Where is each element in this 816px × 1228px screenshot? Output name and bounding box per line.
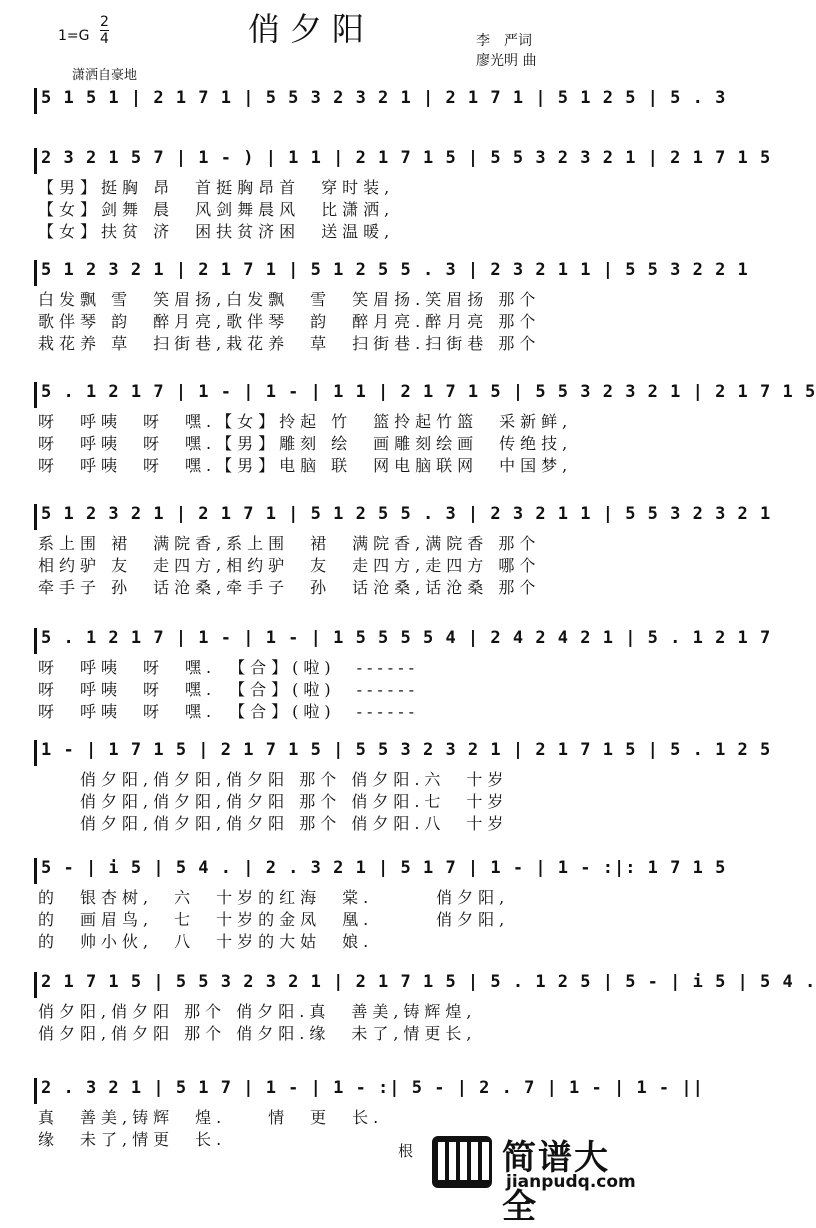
lyric-line: 缘 未了,情更 长. — [38, 1130, 227, 1149]
notation-row — [34, 740, 772, 766]
lyric-line: 歌伴琴 韵 醉月亮,歌伴琴 韵 醉月亮.醉月亮 那个 — [38, 312, 541, 331]
lyric-line: 俏夕阳,俏夕阳,俏夕阳 那个 俏夕阳.七 十岁 — [38, 792, 509, 811]
notation-row — [34, 260, 749, 286]
notation-row — [34, 382, 816, 408]
brand-name: 简谱大全 — [502, 1138, 610, 1227]
notation-text: 5 . 1 2 1 7 | 1 - | 1 - | 1 5 5 5 5 4 | 2 4 2 4 2 1 | 5 . 1 2 1 7 — [41, 628, 772, 648]
notation-text: 2 1 7 1 5 | 5 5 3 2 3 2 1 | 2 1 7 1 5 | 5 . 1 2 5 | 5 - | i 5 | 5 4 . — [41, 972, 816, 992]
lyric-line: 的 画眉鸟, 七 十岁的金凤 凰. 俏夕阳, — [38, 910, 510, 929]
lyric-line: 相约驴 友 走四方,相约驴 友 走四方,走四方 哪个 — [38, 556, 541, 575]
lyric-line: 系上围 裙 满院香,系上围 裙 满院香,满院香 那个 — [38, 534, 541, 553]
key-signature: 1=G — [58, 28, 90, 44]
time-signature — [100, 14, 109, 47]
notation-row — [34, 628, 772, 654]
lyric-line: 俏夕阳,俏夕阳,俏夕阳 那个 俏夕阳.八 十岁 — [38, 814, 509, 833]
lyric-line: 俏夕阳,俏夕阳,俏夕阳 那个 俏夕阳.六 十岁 — [38, 770, 509, 789]
lyric-line: 牵手子 孙 话沧桑,牵手子 孙 话沧桑,话沧桑 那个 — [38, 578, 541, 597]
lyric-line: 【男】挺胸 昂 首挺胸昂首 穿时装, — [38, 178, 395, 197]
lyric-line: 【女】剑舞 晨 风剑舞晨风 比潇洒, — [38, 200, 395, 219]
notation-row — [34, 972, 816, 998]
lyric-line: 的 帅小伙, 八 十岁的大姑 娘. — [38, 932, 374, 951]
notation-row — [34, 148, 772, 174]
lyric-line: 呀 呼咦 呀 嘿. 【合】(啦) ------ — [38, 658, 420, 677]
notation-row — [34, 88, 727, 114]
lyric-line: 呀 呼咦 呀 嘿.【男】电脑 联 网电脑联网 中国梦, — [38, 456, 573, 475]
notation-text: 5 1 2 3 2 1 | 2 1 7 1 | 5 1 2 5 5 . 3 | 2 3 2 1 1 | 5 5 3 2 2 1 — [41, 260, 749, 280]
notation-row — [34, 858, 727, 884]
lyric-line: 俏夕阳,俏夕阳 那个 俏夕阳.缘 未了,情更长, — [38, 1024, 477, 1043]
lyric-line: 栽花养 草 扫街巷,栽花养 草 扫街巷.扫街巷 那个 — [38, 334, 541, 353]
lyric-line: 俏夕阳,俏夕阳 那个 俏夕阳.真 善美,铸辉煌, — [38, 1002, 477, 1021]
lyric-line: 真 善美,铸辉 煌. 情 更 长. — [38, 1108, 384, 1127]
root-mark: 根 — [398, 1142, 414, 1160]
notation-row — [34, 504, 772, 530]
lyric-line: 呀 呼咦 呀 嘿.【女】拎起 竹 篮拎起竹篮 采新鲜, — [38, 412, 573, 431]
time-numerator: 2 — [100, 14, 109, 30]
lyric-line: 呀 呼咦 呀 嘿.【男】雕刻 绘 画雕刻绘画 传绝技, — [38, 434, 573, 453]
notation-text: 1 - | 1 7 1 5 | 2 1 7 1 5 | 5 5 3 2 3 2 1 | 2 1 7 1 5 | 5 . 1 2 5 — [41, 740, 772, 760]
lyric-line: 呀 呼咦 呀 嘿. 【合】(啦) ------ — [38, 702, 420, 721]
site-logo — [418, 1130, 642, 1227]
lyricist-credit: 李 严词 — [476, 33, 532, 49]
notation-text: 2 3 2 1 5 7 | 1 - ) | 1 1 | 2 1 7 1 5 | 5 5 3 2 3 2 1 | 2 1 7 1 5 — [41, 148, 772, 168]
lyric-line: 呀 呼咦 呀 嘿. 【合】(啦) ------ — [38, 680, 420, 699]
lyric-line: 的 银杏树, 六 十岁的红海 棠. 俏夕阳, — [38, 888, 510, 907]
lyric-line: 白发飘 雪 笑眉扬,白发飘 雪 笑眉扬.笑眉扬 那个 — [38, 290, 541, 309]
song-title: 俏夕阳 — [248, 10, 375, 48]
notation-text: 2 . 3 2 1 | 5 1 7 | 1 - | 1 - :| 5 - | 2 . 7 | 1 - | 1 - || — [41, 1078, 704, 1098]
composer-credit: 廖光明 曲 — [476, 53, 537, 69]
tempo-marking: 潇洒自豪地 — [72, 68, 138, 83]
notation-text: 5 - | i 5 | 5 4 . | 2 . 3 2 1 | 5 1 7 | 1 - | 1 - :|: 1 7 1 5 — [41, 858, 727, 878]
notation-text: 5 1 2 3 2 1 | 2 1 7 1 | 5 1 2 5 5 . 3 | 2 3 2 1 1 | 5 5 3 2 3 2 1 — [41, 504, 772, 524]
notation-text: 5 1 5 1 | 2 1 7 1 | 5 5 3 2 3 2 1 | 2 1 7 1 | 5 1 2 5 | 5 . 3 — [41, 88, 727, 108]
notation-text: 5 . 1 2 1 7 | 1 - | 1 - | 1 1 | 2 1 7 1 5 | 5 5 3 2 3 2 1 | 2 1 7 1 5 — [41, 382, 816, 402]
lyric-line: 【女】扶贫 济 困扶贫济困 送温暖, — [38, 222, 395, 241]
time-denominator: 4 — [100, 31, 109, 47]
brand-url: jianpudq.com — [506, 1172, 636, 1192]
notation-row — [34, 1078, 704, 1104]
piano-keys-icon — [432, 1136, 492, 1188]
